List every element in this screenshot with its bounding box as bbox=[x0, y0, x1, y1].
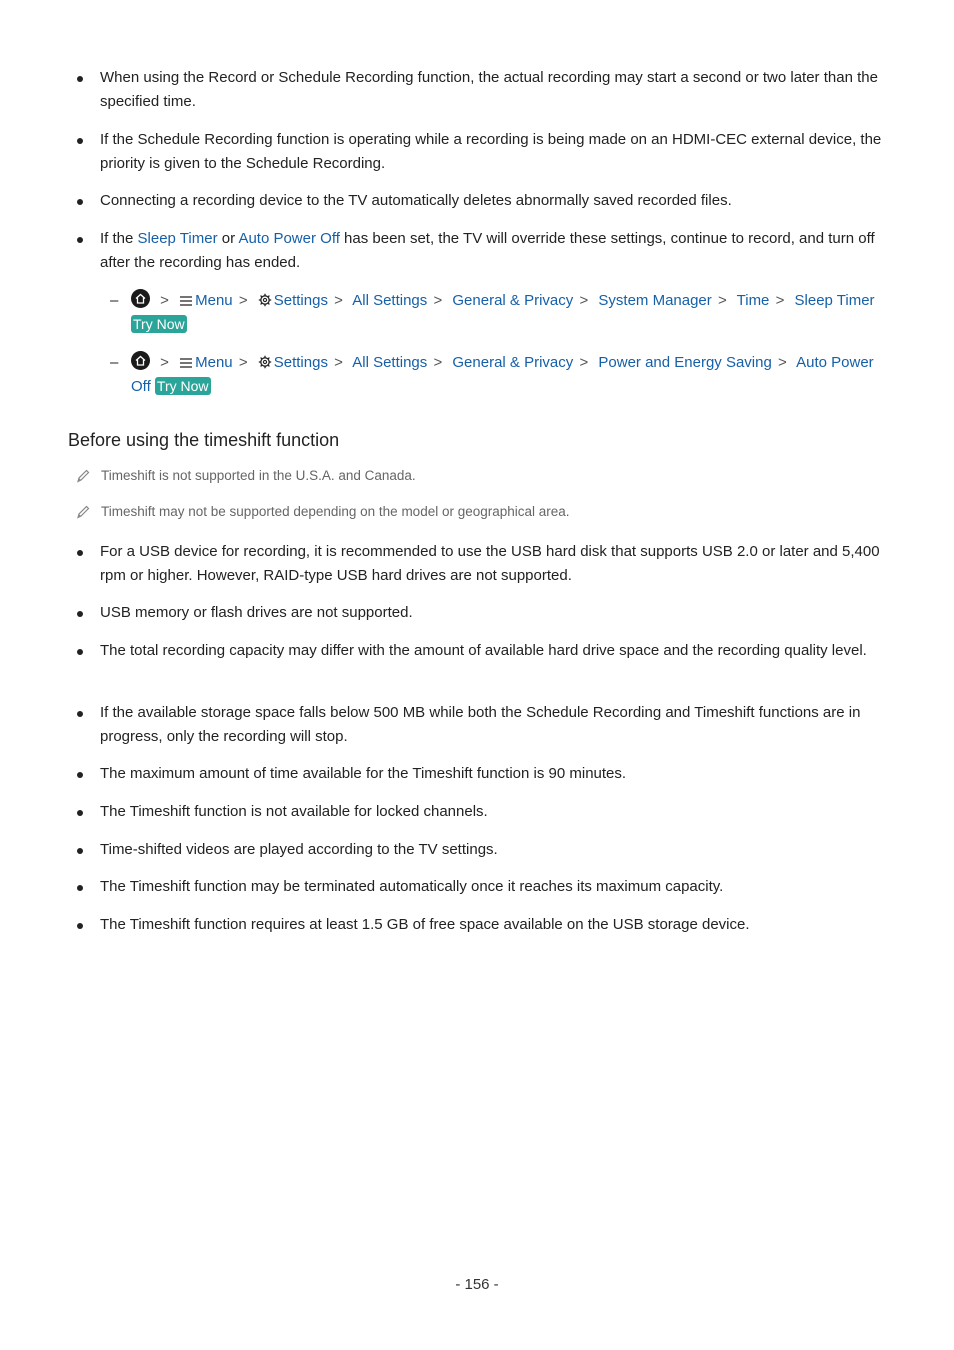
pencil-icon bbox=[76, 469, 90, 483]
bullet-text: Connecting a recording device to the TV automatically deletes abnormally saved recorded files. bbox=[100, 192, 732, 209]
bullet-text: The Timeshift function requires at least 1.5 GB of free space available on the USB storage device. bbox=[100, 916, 750, 933]
gear-icon bbox=[258, 293, 272, 307]
bullet-block bbox=[0, 189, 954, 213]
bullet-dot bbox=[77, 649, 83, 655]
list-item bbox=[0, 800, 954, 824]
bullet-block bbox=[0, 838, 954, 862]
chevron-right-icon: > bbox=[334, 354, 343, 371]
list-item bbox=[0, 66, 954, 114]
bullet-block bbox=[0, 227, 954, 275]
bullet-text: If the Schedule Recording function is operating while a recording is being made on an HDMI-CEC external device, the priority is given to the Schedule Recording. bbox=[100, 131, 882, 172]
note-text: Timeshift may not be supported depending on the model or geographical area. bbox=[101, 504, 570, 519]
list-item bbox=[0, 701, 954, 749]
bullet-text: The total recording capacity may differ with the amount of available hard drive space and the recording quality level. bbox=[100, 642, 867, 659]
bullet-dot bbox=[77, 199, 83, 205]
path-step[interactable]: All Settings bbox=[352, 292, 428, 309]
bullet-block bbox=[0, 601, 954, 625]
list-item bbox=[0, 762, 954, 786]
bullet-dot bbox=[77, 550, 83, 556]
list-item bbox=[0, 227, 954, 275]
list-item bbox=[0, 913, 954, 937]
auto-power-off-link[interactable]: Auto Power Off bbox=[238, 230, 340, 247]
list-item bbox=[0, 639, 954, 663]
bullet-dot bbox=[77, 810, 83, 816]
chevron-right-icon: > bbox=[579, 292, 589, 309]
bullet-block bbox=[0, 128, 954, 176]
menu-path-sleep-timer bbox=[0, 289, 954, 337]
path-step[interactable]: Power and Energy Saving bbox=[598, 354, 772, 371]
page-number: - 156 - bbox=[455, 1276, 499, 1293]
bullet-dot bbox=[77, 711, 83, 717]
dash: – bbox=[110, 354, 119, 371]
bullet-text: USB memory or flash drives are not supported. bbox=[100, 604, 413, 621]
bullet-text: When using the Record or Schedule Recording function, the actual recording may start a second or two later than the specified time. bbox=[100, 69, 878, 110]
bullet-suffix: has been set, the TV will override these settings, continue to record, and turn off after the recording has ended. bbox=[100, 230, 875, 271]
gear-icon bbox=[258, 355, 272, 369]
dash: – bbox=[110, 292, 119, 309]
list-item bbox=[0, 128, 954, 176]
list-item bbox=[0, 540, 954, 588]
chevron-right-icon: > bbox=[433, 292, 443, 309]
path-step[interactable]: Menu bbox=[195, 292, 233, 309]
path-step[interactable]: Settings bbox=[273, 354, 328, 371]
path-step[interactable]: System Manager bbox=[598, 292, 712, 309]
bullet-dot bbox=[77, 885, 83, 891]
menu-icon bbox=[179, 295, 193, 307]
chevron-right-icon: > bbox=[433, 354, 443, 371]
bullet-text: The Timeshift function is not available for locked channels. bbox=[100, 803, 488, 820]
list-item bbox=[0, 601, 954, 625]
chevron-right-icon: > bbox=[334, 292, 343, 309]
path-step[interactable]: General & Privacy bbox=[452, 292, 574, 309]
bullet-dot bbox=[77, 772, 83, 778]
bullet-block bbox=[0, 639, 954, 663]
chevron-right-icon: > bbox=[717, 292, 727, 309]
bullet-block bbox=[0, 875, 954, 899]
chevron-right-icon: > bbox=[775, 292, 785, 309]
bullet-block bbox=[0, 913, 954, 937]
bullet-dot bbox=[77, 611, 83, 617]
list-item bbox=[0, 875, 954, 899]
bullet-dot bbox=[77, 76, 83, 82]
bullet-list-top bbox=[0, 66, 954, 114]
sleep-timer-link[interactable]: Sleep Timer bbox=[137, 230, 218, 247]
chevron-right-icon: > bbox=[238, 292, 248, 309]
note bbox=[76, 502, 570, 522]
chevron-right-icon: > bbox=[238, 354, 248, 371]
pencil-icon bbox=[76, 505, 90, 519]
bullet-block bbox=[0, 762, 954, 786]
path-step[interactable]: Sleep Timer bbox=[794, 292, 875, 309]
chevron-right-icon: > bbox=[160, 292, 169, 309]
bullet-block bbox=[0, 540, 954, 588]
menu-path-auto-power-off bbox=[0, 351, 954, 399]
path-step[interactable]: Time bbox=[736, 292, 770, 309]
path-step[interactable]: Settings bbox=[273, 292, 328, 309]
bullet-dot bbox=[77, 237, 83, 243]
bullet-text: The maximum amount of time available for the Timeshift function is 90 minutes. bbox=[100, 765, 627, 782]
path-step[interactable]: Auto Power Off bbox=[131, 354, 874, 395]
chevron-right-icon: > bbox=[579, 354, 589, 371]
bullet-mid: or bbox=[217, 230, 239, 247]
bullet-block bbox=[0, 800, 954, 824]
menu-path bbox=[0, 351, 954, 399]
bullet-block bbox=[0, 701, 954, 749]
chevron-right-icon: > bbox=[160, 354, 169, 371]
section-heading: Before using the timeshift function bbox=[68, 430, 340, 450]
chevron-right-icon: > bbox=[778, 354, 787, 371]
home-icon bbox=[131, 351, 150, 370]
bullet-dot bbox=[77, 848, 83, 854]
path-step[interactable]: All Settings bbox=[352, 354, 428, 371]
bullet-prefix: If the bbox=[100, 230, 138, 247]
note-text: Timeshift is not supported in the U.S.A. and Canada. bbox=[101, 468, 416, 483]
path-step[interactable]: Menu bbox=[195, 354, 233, 371]
bullet-text: If the available storage space falls below 500 MB while both the Schedule Recording and Timeshift functions are in progress, only the recording will stop. bbox=[100, 704, 861, 745]
try-now-button[interactable]: Try Now bbox=[156, 378, 209, 394]
try-now-button[interactable]: Try Now bbox=[133, 316, 185, 332]
bullet-dot bbox=[77, 138, 83, 144]
bullet-text: Time-shifted videos are played according to the TV settings. bbox=[100, 841, 498, 858]
note bbox=[76, 466, 416, 486]
list-item bbox=[0, 189, 954, 213]
menu-icon bbox=[179, 357, 193, 369]
bullet-dot bbox=[77, 923, 83, 929]
menu-path bbox=[0, 289, 954, 337]
bullet-text: The Timeshift function may be terminated automatically once it reaches its maximum capacity. bbox=[100, 878, 724, 895]
home-icon bbox=[131, 289, 150, 308]
list-item bbox=[0, 838, 954, 862]
path-step[interactable]: General & Privacy bbox=[452, 354, 574, 371]
bullet-text: For a USB device for recording, it is recommended to use the USB hard disk that supports USB 2.0 or later and 5,400 rpm or higher. However, RAID-type USB hard drives are not supported. bbox=[100, 543, 880, 584]
